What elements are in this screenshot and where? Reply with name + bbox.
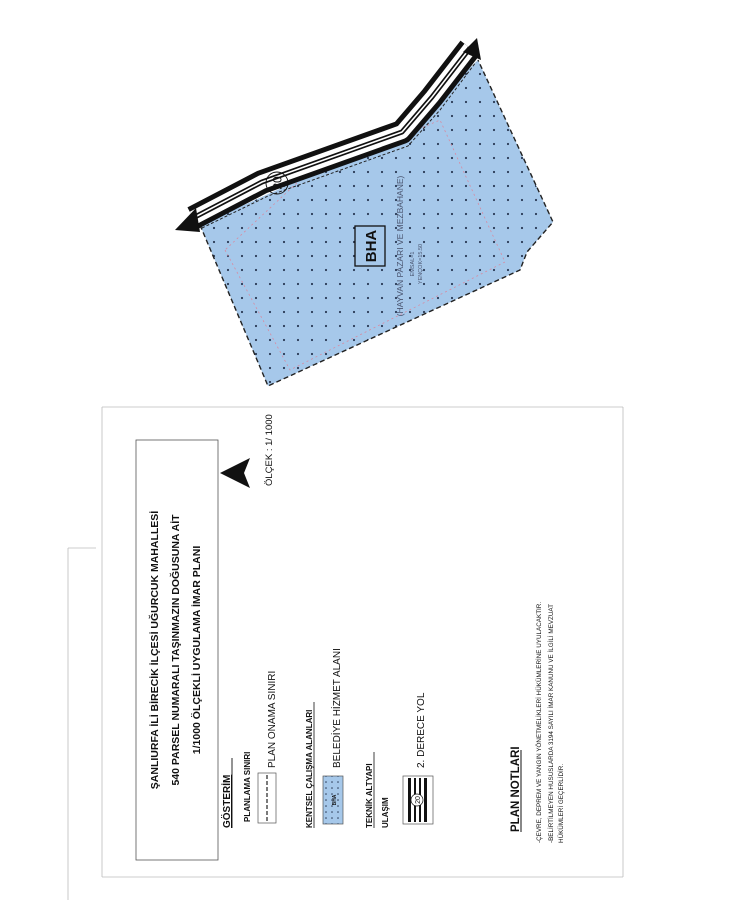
plan-boundary-swatch (258, 773, 276, 823)
note-1: -ÇEVRE, DEPREM VE YANGIN YÖNETMELİKLERİ HÜKÜMLERİNE UYULACAKTIR. (536, 601, 543, 843)
plan-map (175, 38, 553, 386)
note-2: -BELİRTİLMEYEN HUSUSLARDA 3194 SAYILI İMAR KANUNU VE İLGİLİ MEVZUAT (548, 603, 555, 843)
zone-code: BHA (363, 229, 380, 263)
title-line-2: 540 PARSEL NUMARALI TAŞINMAZIN DOĞUSUNA AİT (170, 514, 182, 786)
tech-section-title: TEKNİK ALTYAPI (365, 763, 374, 828)
title-line-3: 1/1000 ÖLÇEKLİ UYGULAMA İMAR PLANI (191, 545, 203, 755)
bha-swatch-code: BHA (332, 794, 338, 806)
road-legend-label: 2. DERECE YOL (416, 692, 427, 768)
north-arrow-icon (220, 458, 250, 488)
bha-legend-label: BELEDİYE HİZMET ALANI (332, 648, 343, 768)
notes-heading: PLAN NOTLARI (510, 746, 522, 832)
note-3: HÜKÜMLERİ GEÇERLİDİR. (558, 763, 565, 843)
urban-section-title: KENTSEL ÇALIŞMA ALANLARI (305, 709, 314, 828)
scale-label: ÖLÇEK : 1/ 1000 (264, 414, 275, 486)
legend-heading: GÖSTERİM (222, 774, 233, 828)
zone-name: (HAYVAN PAZARI VE MEZBAHANE) (395, 175, 405, 317)
bha-swatch (323, 776, 343, 824)
zone-yencok: YENÇOK=15.50 (418, 243, 424, 285)
title-line-1: ŞANLIURFA İLİ BİRECİK İLÇESİ UĞURCUK MAHALLESİ (149, 510, 161, 790)
planning-section-title: PLANLAMA SINIRI (243, 751, 252, 822)
road-width-map-label: 20 (270, 176, 285, 190)
road-swatch-width: 20 (415, 796, 422, 804)
transport-section-title: ULAŞIM (381, 797, 390, 828)
title-block (148, 511, 203, 790)
zone-emsal: EMSAL=1 (410, 251, 416, 277)
plan-boundary-label: PLAN ONAMA SINIRI (267, 670, 278, 768)
road-arrow-west (175, 208, 200, 232)
road-swatch (403, 776, 433, 824)
